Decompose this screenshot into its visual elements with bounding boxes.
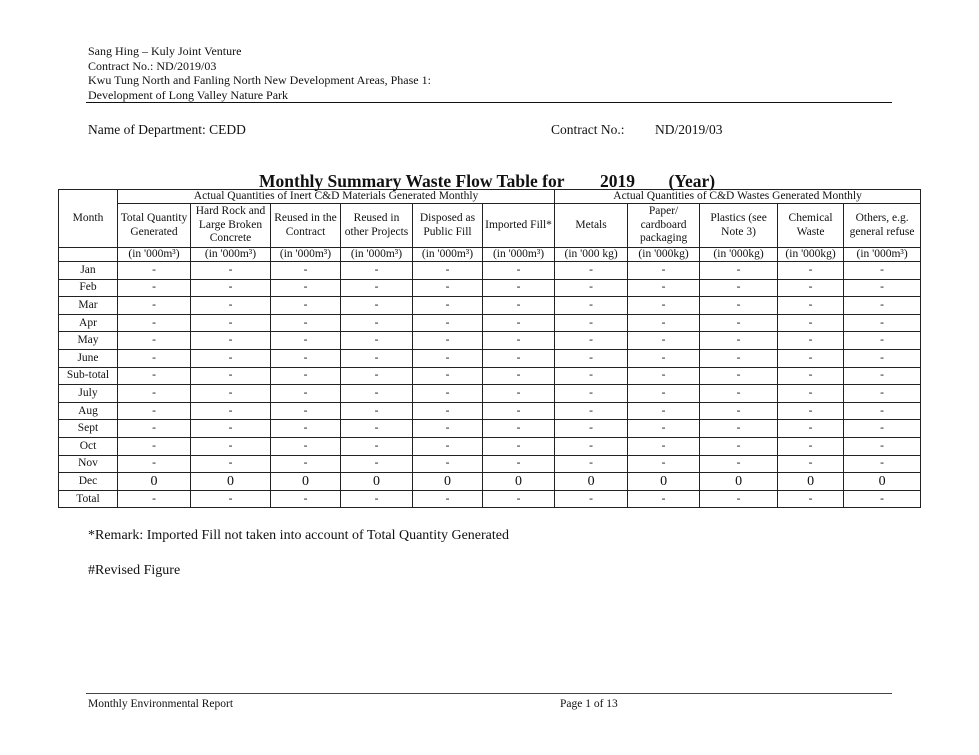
month-cell: Aug	[59, 402, 118, 420]
table-row	[59, 279, 921, 297]
value-cell: -	[483, 455, 555, 473]
table-row	[59, 262, 921, 280]
col-header-imported-fill: Imported Fill*	[483, 204, 555, 248]
value-cell: -	[413, 262, 483, 280]
value-cell: 0	[844, 473, 921, 491]
month-cell: Oct	[59, 437, 118, 455]
value-cell: -	[413, 314, 483, 332]
value-cell: -	[118, 332, 191, 350]
value-cell: -	[341, 455, 413, 473]
value-cell: -	[191, 314, 271, 332]
value-cell: -	[341, 262, 413, 280]
table-body	[59, 262, 921, 508]
col-header-plastics: Plastics (see Note 3)	[700, 204, 778, 248]
value-cell: -	[413, 349, 483, 367]
value-cell: -	[483, 349, 555, 367]
value-cell: 0	[555, 473, 628, 491]
value-cell: -	[628, 349, 700, 367]
value-cell: -	[271, 455, 341, 473]
value-cell: -	[778, 279, 844, 297]
value-cell: -	[778, 349, 844, 367]
value-cell: -	[483, 314, 555, 332]
value-cell: -	[483, 402, 555, 420]
value-cell: -	[700, 402, 778, 420]
revised-note: #Revised Figure	[88, 563, 181, 578]
value-cell: -	[341, 367, 413, 385]
value-cell: -	[700, 385, 778, 403]
unit-cell: (in '000m³)	[271, 248, 341, 262]
column-headers	[59, 204, 921, 248]
value-cell: -	[191, 297, 271, 315]
value-cell: -	[555, 490, 628, 508]
value-cell: -	[844, 437, 921, 455]
value-cell: -	[844, 385, 921, 403]
value-cell: -	[271, 349, 341, 367]
value-cell: -	[555, 455, 628, 473]
value-cell: -	[271, 367, 341, 385]
value-cell: -	[191, 279, 271, 297]
value-cell: -	[778, 367, 844, 385]
value-cell: -	[483, 297, 555, 315]
document-header	[88, 44, 431, 102]
col-header-metals: Metals	[555, 204, 628, 248]
month-cell: May	[59, 332, 118, 350]
value-cell: -	[191, 437, 271, 455]
value-cell: 0	[628, 473, 700, 491]
month-cell: Apr	[59, 314, 118, 332]
month-cell: Sept	[59, 420, 118, 438]
value-cell: -	[844, 367, 921, 385]
footer-report-name: Monthly Environmental Report	[88, 698, 234, 710]
value-cell: -	[191, 262, 271, 280]
month-cell: Nov	[59, 455, 118, 473]
value-cell: -	[844, 314, 921, 332]
value-cell: -	[191, 455, 271, 473]
value-cell: -	[341, 402, 413, 420]
value-cell: -	[191, 349, 271, 367]
value-cell: -	[271, 385, 341, 403]
value-cell: -	[700, 279, 778, 297]
unit-cell: (in '000m³)	[413, 248, 483, 262]
value-cell: -	[413, 297, 483, 315]
header-line-project: Kwu Tung North and Fanling North New Development Areas, Phase 1:	[88, 73, 431, 87]
col-header-others: Others, e.g. general refuse	[844, 204, 921, 248]
value-cell: -	[341, 332, 413, 350]
unit-cell: (in '000 kg)	[555, 248, 628, 262]
value-cell: -	[118, 490, 191, 508]
title-prefix: Monthly Summary Waste Flow Table for	[259, 171, 565, 191]
value-cell: -	[413, 367, 483, 385]
value-cell: -	[483, 332, 555, 350]
value-cell: -	[271, 279, 341, 297]
value-cell: -	[341, 279, 413, 297]
unit-cell: (in '000m³)	[341, 248, 413, 262]
col-header-hard-rock: Hard Rock and Large Broken Concrete	[191, 204, 271, 248]
value-cell: -	[118, 297, 191, 315]
value-cell: -	[844, 420, 921, 438]
value-cell: -	[844, 297, 921, 315]
value-cell: -	[778, 314, 844, 332]
unit-cell: (in '000m³)	[118, 248, 191, 262]
table-row	[59, 473, 921, 491]
value-cell: -	[483, 490, 555, 508]
value-cell: -	[413, 385, 483, 403]
value-cell: 0	[191, 473, 271, 491]
value-cell: 0	[118, 473, 191, 491]
value-cell: -	[628, 402, 700, 420]
value-cell: -	[628, 262, 700, 280]
value-cell: 0	[700, 473, 778, 491]
month-header: Month	[59, 190, 118, 248]
col-header-reused-other: Reused in other Projects	[341, 204, 413, 248]
value-cell: -	[555, 420, 628, 438]
unit-cell: (in '000m³)	[191, 248, 271, 262]
header-line-contract: Contract No.: ND/2019/03	[88, 58, 217, 73]
value-cell: -	[844, 262, 921, 280]
unit-cell: (in '000kg)	[628, 248, 700, 262]
col-header-chemical: Chemical Waste	[778, 204, 844, 248]
unit-cell: (in '000m³)	[844, 248, 921, 262]
value-cell: -	[341, 297, 413, 315]
value-cell: -	[844, 455, 921, 473]
waste-flow-table	[58, 189, 921, 508]
value-cell: -	[628, 455, 700, 473]
value-cell: -	[483, 437, 555, 455]
month-cell: Dec	[59, 473, 118, 491]
table-row	[59, 349, 921, 367]
value-cell: -	[413, 455, 483, 473]
value-cell: -	[191, 367, 271, 385]
table-row	[59, 420, 921, 438]
value-cell: -	[341, 437, 413, 455]
col-header-paper: Paper/ cardboard packaging	[628, 204, 700, 248]
value-cell: -	[413, 279, 483, 297]
value-cell: -	[555, 297, 628, 315]
value-cell: -	[844, 332, 921, 350]
value-cell: -	[628, 297, 700, 315]
table-row	[59, 297, 921, 315]
month-cell: June	[59, 349, 118, 367]
value-cell: -	[778, 332, 844, 350]
value-cell: -	[628, 437, 700, 455]
value-cell: -	[341, 420, 413, 438]
value-cell: -	[700, 349, 778, 367]
inert-group-header: Actual Quantities of Inert C&D Materials Generated Monthly	[118, 190, 555, 204]
value-cell: 0	[778, 473, 844, 491]
value-cell: -	[555, 262, 628, 280]
value-cell: -	[118, 385, 191, 403]
month-cell: Sub-total	[59, 367, 118, 385]
value-cell: -	[341, 385, 413, 403]
value-cell: -	[555, 437, 628, 455]
value-cell: -	[555, 279, 628, 297]
table-row	[59, 402, 921, 420]
value-cell: -	[271, 420, 341, 438]
title-suffix: (Year)	[668, 171, 716, 191]
value-cell: -	[778, 437, 844, 455]
value-cell: -	[483, 367, 555, 385]
value-cell: -	[271, 262, 341, 280]
month-cell: Total	[59, 490, 118, 508]
value-cell: -	[555, 385, 628, 403]
value-cell: -	[778, 455, 844, 473]
value-cell: -	[191, 420, 271, 438]
contract-label: Contract No.:	[551, 122, 625, 137]
value-cell: -	[191, 402, 271, 420]
month-cell: Feb	[59, 279, 118, 297]
waste-group-header: Actual Quantities of C&D Wastes Generated Monthly	[555, 190, 921, 204]
department-label: Name of Department: CEDD	[88, 122, 246, 137]
value-cell: -	[628, 490, 700, 508]
value-cell: -	[555, 314, 628, 332]
table-row	[59, 332, 921, 350]
value-cell: -	[628, 332, 700, 350]
unit-cell-blank	[59, 248, 118, 262]
value-cell: -	[118, 367, 191, 385]
value-cell: -	[778, 420, 844, 438]
value-cell: -	[700, 437, 778, 455]
month-cell: Jan	[59, 262, 118, 280]
value-cell: 0	[483, 473, 555, 491]
col-header-total-quantity: Total Quantity Generated	[118, 204, 191, 248]
value-cell: -	[700, 332, 778, 350]
value-cell: -	[778, 385, 844, 403]
value-cell: -	[700, 420, 778, 438]
value-cell: -	[778, 402, 844, 420]
value-cell: -	[341, 314, 413, 332]
remark-note: *Remark: Imported Fill not taken into account of Total Quantity Generated	[88, 528, 509, 543]
header-line-company: Sang Hing – Kuly Joint Venture	[88, 44, 242, 58]
value-cell: -	[191, 332, 271, 350]
value-cell: -	[191, 490, 271, 508]
value-cell: 0	[341, 473, 413, 491]
value-cell: -	[118, 314, 191, 332]
value-cell: -	[118, 279, 191, 297]
table-row	[59, 314, 921, 332]
value-cell: -	[271, 332, 341, 350]
value-cell: -	[700, 297, 778, 315]
footer-page-number: Page 1 of 13	[560, 698, 618, 710]
value-cell: -	[700, 262, 778, 280]
value-cell: -	[778, 297, 844, 315]
value-cell: -	[413, 437, 483, 455]
value-cell: -	[778, 262, 844, 280]
value-cell: -	[118, 437, 191, 455]
value-cell: -	[555, 349, 628, 367]
value-cell: -	[118, 455, 191, 473]
value-cell: -	[628, 385, 700, 403]
col-header-public-fill: Disposed as Public Fill	[413, 204, 483, 248]
value-cell: -	[700, 367, 778, 385]
value-cell: 0	[413, 473, 483, 491]
value-cell: -	[555, 367, 628, 385]
value-cell: -	[118, 262, 191, 280]
value-cell: -	[341, 490, 413, 508]
table-row	[59, 367, 921, 385]
value-cell: -	[118, 349, 191, 367]
value-cell: -	[700, 490, 778, 508]
value-cell: -	[778, 490, 844, 508]
value-cell: -	[271, 437, 341, 455]
contract-value: ND/2019/03	[655, 122, 723, 137]
value-cell: -	[413, 402, 483, 420]
value-cell: -	[413, 490, 483, 508]
value-cell: -	[413, 332, 483, 350]
value-cell: 0	[271, 473, 341, 491]
value-cell: -	[271, 314, 341, 332]
value-cell: -	[483, 385, 555, 403]
title-year: 2019	[572, 173, 662, 190]
unit-cell: (in '000kg)	[778, 248, 844, 262]
value-cell: -	[555, 402, 628, 420]
value-cell: -	[700, 455, 778, 473]
month-cell: July	[59, 385, 118, 403]
unit-cell: (in '000m³)	[483, 248, 555, 262]
value-cell: -	[271, 402, 341, 420]
value-cell: -	[118, 420, 191, 438]
value-cell: -	[628, 279, 700, 297]
value-cell: -	[628, 367, 700, 385]
value-cell: -	[191, 385, 271, 403]
value-cell: -	[271, 490, 341, 508]
table-row	[59, 455, 921, 473]
value-cell: -	[844, 279, 921, 297]
footer-divider	[86, 693, 892, 694]
table-row	[59, 437, 921, 455]
value-cell: -	[844, 402, 921, 420]
value-cell: -	[700, 314, 778, 332]
value-cell: -	[628, 420, 700, 438]
col-header-reused-contract: Reused in the Contract	[271, 204, 341, 248]
value-cell: -	[555, 332, 628, 350]
value-cell: -	[413, 420, 483, 438]
table-row	[59, 385, 921, 403]
value-cell: -	[483, 420, 555, 438]
value-cell: -	[483, 279, 555, 297]
header-line-subproject: Development of Long Valley Nature Park	[88, 87, 289, 102]
unit-cell: (in '000kg)	[700, 248, 778, 262]
value-cell: -	[271, 297, 341, 315]
unit-row	[59, 248, 921, 262]
value-cell: -	[341, 349, 413, 367]
value-cell: -	[628, 314, 700, 332]
header-divider	[86, 102, 892, 103]
value-cell: -	[483, 262, 555, 280]
value-cell: -	[844, 349, 921, 367]
table-row	[59, 490, 921, 508]
value-cell: -	[844, 490, 921, 508]
month-cell: Mar	[59, 297, 118, 315]
value-cell: -	[118, 402, 191, 420]
